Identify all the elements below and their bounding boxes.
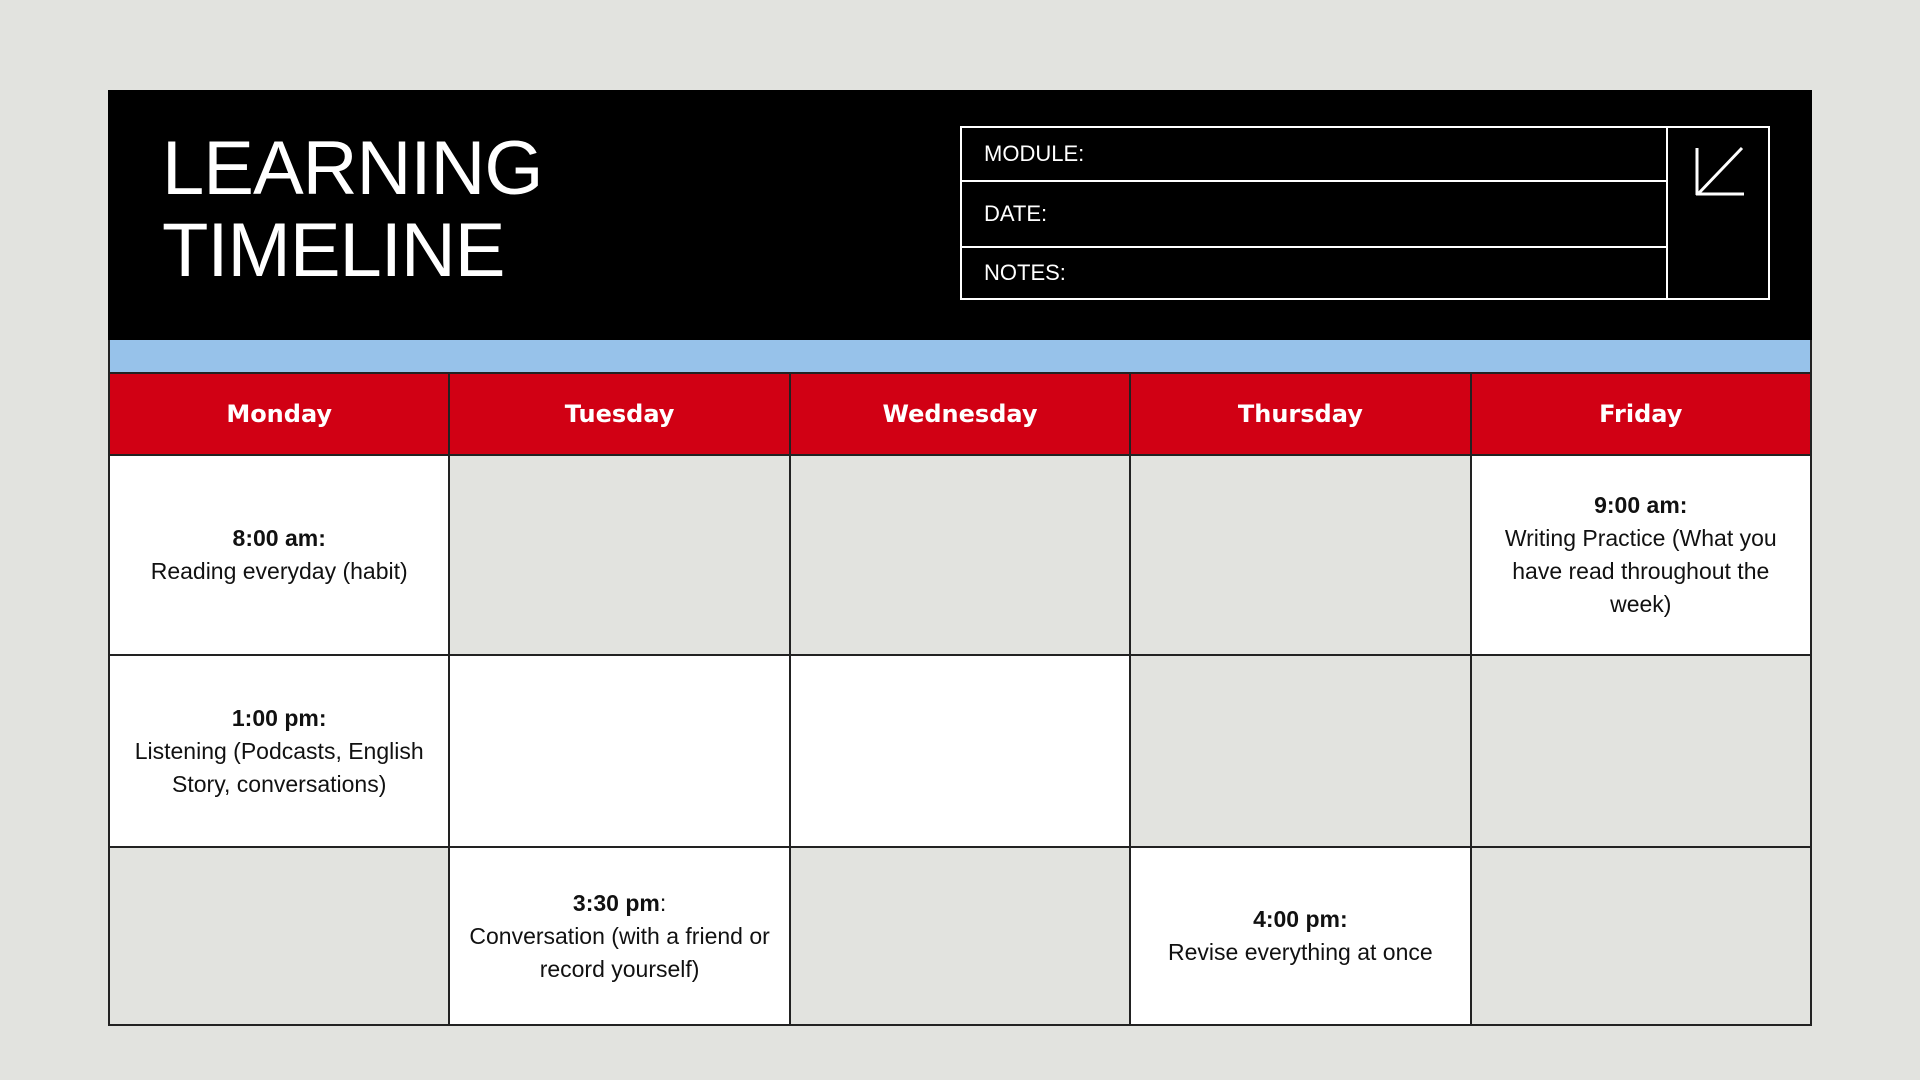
event-description: Conversation (with a friend or record yourself) bbox=[469, 922, 770, 982]
day-header-row bbox=[109, 373, 1811, 455]
day-header-monday: Monday bbox=[109, 373, 449, 455]
cell-thursday-row1[interactable] bbox=[1130, 455, 1470, 655]
cell-friday-row3[interactable] bbox=[1471, 847, 1811, 1025]
cell-tuesday-row1[interactable] bbox=[449, 455, 789, 655]
day-header-wednesday: Wednesday bbox=[790, 373, 1130, 455]
info-fields bbox=[962, 128, 1668, 298]
schedule-row bbox=[109, 455, 1811, 655]
module-field[interactable] bbox=[962, 128, 1666, 182]
event-description: Reading everyday (habit) bbox=[150, 558, 408, 584]
cell-friday-row1[interactable] bbox=[1471, 455, 1811, 655]
module-label: MODULE: bbox=[984, 141, 1085, 166]
day-header-tuesday: Tuesday bbox=[449, 373, 789, 455]
schedule-row bbox=[109, 847, 1811, 1025]
notes-field[interactable] bbox=[962, 248, 1666, 298]
schedule-row bbox=[109, 655, 1811, 847]
event-time bbox=[462, 887, 776, 920]
header-panel bbox=[108, 90, 1812, 340]
notes-label: NOTES: bbox=[984, 260, 1066, 285]
event-time: 9:00 am: bbox=[1594, 492, 1688, 518]
event-time-value: 3:30 pm bbox=[572, 889, 660, 916]
arrow-down-left-icon bbox=[1694, 144, 1746, 198]
cell-monday-row3[interactable] bbox=[109, 847, 449, 1025]
cell-friday-row2[interactable] bbox=[1471, 655, 1811, 847]
event-description: Writing Practice (What you have read throughout the week) bbox=[1504, 525, 1777, 617]
schedule-table bbox=[108, 372, 1812, 1026]
event-time: 1:00 pm: bbox=[231, 704, 327, 731]
date-label: DATE: bbox=[984, 201, 1048, 226]
learning-timeline-card bbox=[108, 90, 1812, 1025]
event-time-separator: : bbox=[659, 889, 667, 916]
info-box bbox=[960, 126, 1770, 300]
title-line-2: TIMELINE bbox=[162, 208, 505, 293]
day-header-friday: Friday bbox=[1471, 373, 1811, 455]
event-description: Listening (Podcasts, English Story, conversations) bbox=[134, 737, 424, 797]
cell-wednesday-row3[interactable] bbox=[790, 847, 1130, 1025]
cell-tuesday-row3[interactable] bbox=[449, 847, 789, 1025]
cell-tuesday-row2[interactable] bbox=[449, 655, 789, 847]
cell-wednesday-row2[interactable] bbox=[790, 655, 1130, 847]
cell-wednesday-row1[interactable] bbox=[790, 455, 1130, 655]
accent-band bbox=[108, 340, 1812, 372]
event-description: Revise everything at once bbox=[1168, 939, 1433, 965]
cell-monday-row1[interactable] bbox=[109, 455, 449, 655]
event-time: 4:00 pm: bbox=[1253, 906, 1348, 932]
cell-thursday-row3[interactable] bbox=[1130, 847, 1470, 1025]
day-header-thursday: Thursday bbox=[1130, 373, 1470, 455]
event-time: 8:00 am: bbox=[232, 525, 326, 551]
cell-thursday-row2[interactable] bbox=[1130, 655, 1470, 847]
page-title bbox=[162, 128, 543, 292]
date-field[interactable] bbox=[962, 182, 1666, 248]
title-line-1: LEARNING bbox=[162, 126, 543, 211]
arrow-cell bbox=[1668, 128, 1768, 298]
cell-monday-row2[interactable] bbox=[109, 655, 449, 847]
